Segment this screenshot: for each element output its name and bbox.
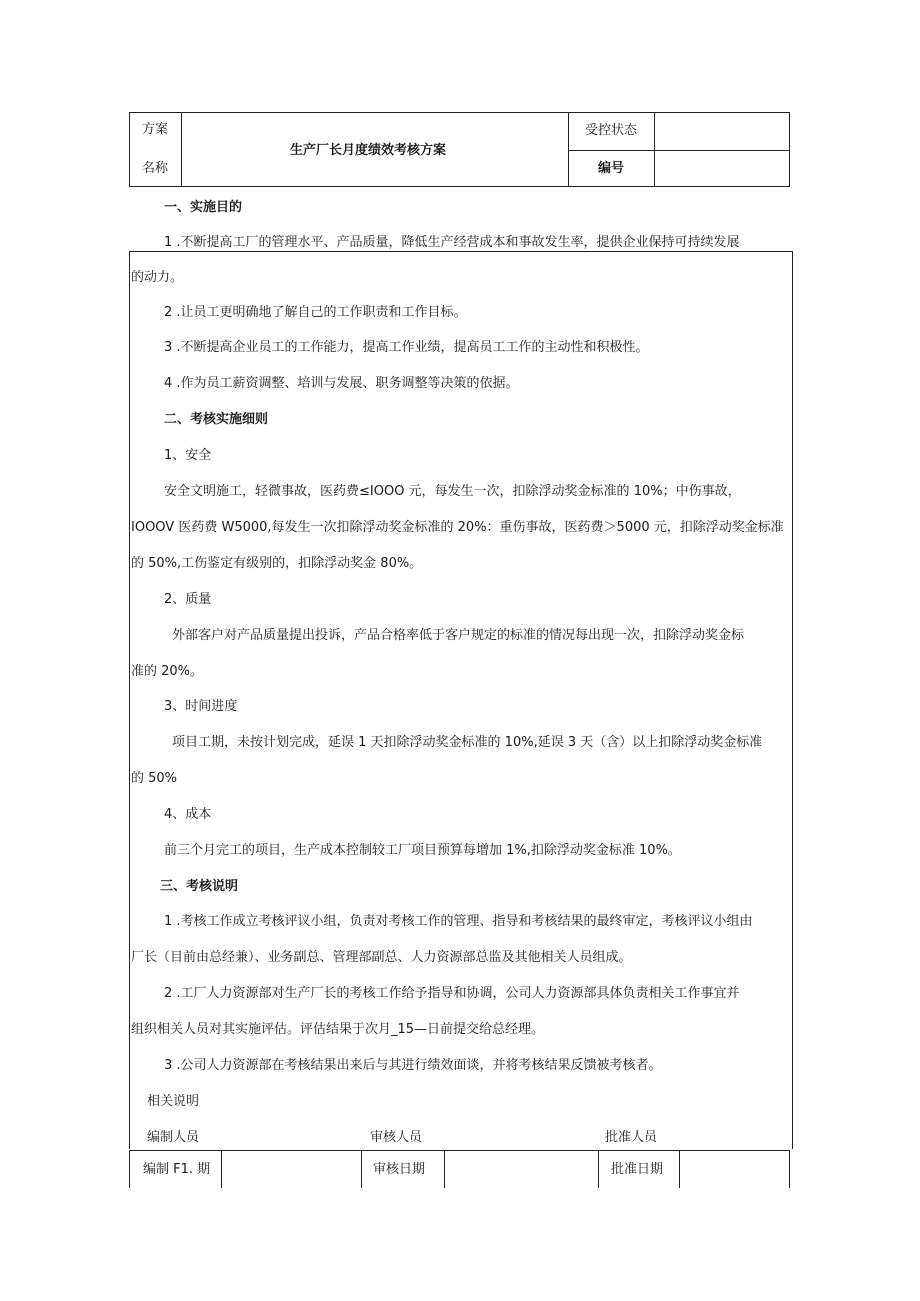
cost-line-1: 前三个月完工的项目，生产成本控制较工厂项目预算每增加 1%,扣除浮动奖金标准 10%。 (164, 843, 681, 858)
section-3-item-1-line-1: 1 .考核工作成立考核评议小组，负责对考核工作的管理、指导和考核结果的最终审定，考核评议小组由 (164, 914, 753, 929)
body-border-left (129, 251, 130, 1149)
schedule-line-1: 项目工期，未按计划完成，延误 1 天扣除浮动奖金标准的 10%,延误 3 天（含）以上扣除浮动奖金标准 (172, 735, 763, 750)
section-1-item-1-line-2: 的动力。 (131, 270, 184, 285)
schedule-line-2: 的 50% (131, 771, 178, 786)
section-3-item-2-line-1: 2 .工厂人力资源部对生产厂长的考核工作给予指导和协调，公司人力资源部具体负责相关工作事宜并 (164, 986, 740, 1001)
footer-divider-3 (444, 1150, 445, 1188)
section-3-item-3: 3 .公司人力资源部在考核结果出来后与其进行绩效面谈，并将考核结果反馈被考核者。 (164, 1058, 662, 1073)
section-3-heading: 三、考核说明 (160, 879, 239, 894)
header-border-left (129, 112, 130, 187)
section-3-item-2-line-2: 组织相关人员对其实施评估。评估结果于次月_15—日前提交给总经理。 (131, 1022, 545, 1037)
footer-divider-2 (361, 1150, 362, 1188)
footer-divider-1 (221, 1150, 222, 1188)
compiler-label: 编制人员 (147, 1130, 200, 1145)
subsection-safety: 1、安全 (164, 448, 212, 463)
footer-divider-4 (598, 1150, 599, 1188)
plan-title: 生产厂长月度绩效考核方案 (290, 143, 447, 158)
related-notes-label: 相关说明 (147, 1094, 200, 1109)
compile-date-label: 编制 F1. 期 (143, 1162, 211, 1177)
body-border-right (792, 251, 793, 1149)
plan-label-line2: 名称 (142, 161, 169, 176)
section-1-item-3: 3 .不断提高企业员工的工作能力，提高工作业绩，提高员工工作的主动性和积极性。 (164, 340, 649, 355)
section-1-item-4: 4 .作为员工薪资调整、培训与发展、职务调整等决策的依据。 (164, 376, 519, 391)
control-status-label: 受控状态 (585, 123, 638, 138)
section-3-item-1-line-2: 厂长（目前由总经兼）、业务副总、管理部副总、人力资源部总监及其他相关人员组成。 (131, 950, 632, 965)
header-border-top (129, 112, 790, 113)
header-divider-mid (568, 150, 790, 151)
header-border-bottom (129, 186, 790, 187)
quality-line-1: 外部客户对产品质量提出投诉，产品合格率低于客户规定的标准的情况每出现一次，扣除浮动奖金标 (172, 628, 745, 643)
safety-line-1: 安全文明施工，轻微事故，医药费≤IOOO 元，每发生一次，扣除浮动奖金标准的 10%；中伤事故， (164, 484, 741, 499)
header-divider-1 (181, 112, 182, 187)
plan-label-line1: 方案 (142, 122, 169, 137)
subsection-quality: 2、质量 (164, 592, 212, 607)
review-date-label: 审核日期 (373, 1162, 426, 1177)
footer-border-right (789, 1150, 790, 1188)
approve-date-label: 批准日期 (611, 1162, 664, 1177)
reviewer-label: 审核人员 (370, 1130, 423, 1145)
safety-line-3: 的 50%,工伤鉴定有级别的，扣除浮动奖金 80%。 (131, 556, 423, 571)
footer-border-top (129, 1150, 790, 1151)
subsection-schedule: 3、时间进度 (164, 699, 238, 714)
section-1-heading: 一、实施目的 (164, 200, 243, 215)
footer-border-left (129, 1150, 130, 1188)
safety-line-2: IOOOV 医药费 W5000,每发生一次扣除浮动奖金标准的 20%：重伤事故，医药费＞5000 元，扣除浮动奖金标准 (131, 520, 784, 535)
footer-divider-5 (679, 1150, 680, 1188)
number-label: 编号 (598, 161, 625, 176)
approver-label: 批准人员 (605, 1130, 658, 1145)
subsection-cost: 4、成本 (164, 807, 212, 822)
section-1-item-1-line-1: 1 .不断提高工厂的管理水平、产品质量，降低生产经营成本和事故发生率，提供企业保持可持续发展 (164, 235, 740, 250)
section-1-item-2: 2 .让员工更明确地了解自己的工作职责和工作目标。 (164, 305, 467, 320)
section-2-heading: 二、考核实施细则 (164, 412, 269, 427)
quality-line-2: 准的 20%。 (131, 664, 204, 679)
